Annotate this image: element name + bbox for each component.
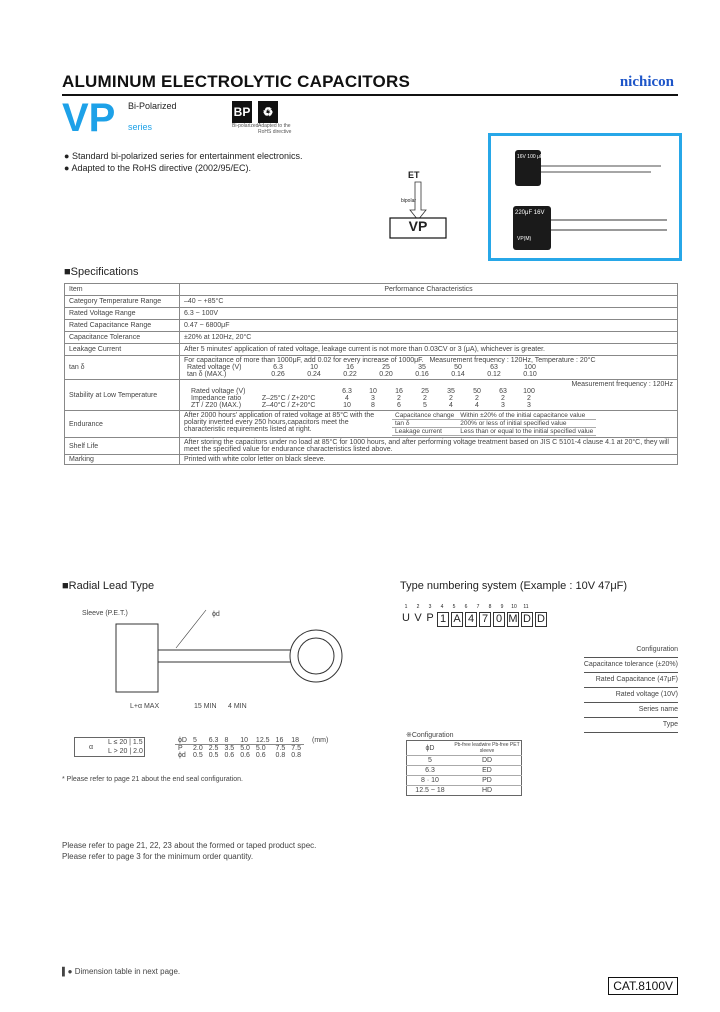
position-number: 3 (428, 604, 432, 610)
table-cell: 4 (345, 395, 349, 402)
table-row (65, 284, 678, 296)
series-descriptor: Bi-Polarized (128, 101, 177, 111)
spec-label: Capacitance Tolerance (65, 332, 180, 344)
table-cell: 100 (523, 388, 535, 395)
table-row (65, 438, 678, 455)
table-row (65, 320, 678, 332)
position-number: 10 (511, 604, 517, 610)
spec-value: For capacitance of more than 1000μF, add 0.02 for every increase of 1000μF. Measurement frequency : 120Hz, Temperature : 20°C Rated voltage (V) 6.3 10 16 25 35 50 63 100 tan δ (MAX.) 0.26 0.24 0.22 0.20 0.16 0.14 0.12 0.10 (180, 356, 678, 380)
spec-value: Measurement frequency : 120Hz Rated voltage (V) 6.3 10 16 25 35 50 63 100 Impedance ratio Z–25°C / Z+20°C 4 3 2 2 2 2 2 2 ZT / Z20 (MAX.) Z–40°C / Z+20°C 10 8 6 5 4 4 3 3 (180, 380, 678, 411)
feature-item: ● Standard bi-polarized series for entertainment electronics. (64, 151, 303, 161)
catalog-number: CAT.8100V (608, 977, 678, 995)
tand-table: Rated voltage (V) 6.3 10 16 25 35 50 63 100 tan δ (MAX.) 0.26 0.24 0.22 0.20 0.16 0.14 0.12 0.10 (184, 364, 548, 378)
specifications-heading: ■Specifications (64, 266, 139, 278)
table-cell: ϕd (178, 752, 186, 759)
table-cell: 3.5 (224, 745, 235, 752)
series-label: series (128, 122, 153, 132)
alpha-table: α L ≤ 20 | 1.5 L > 20 | 2.0 (74, 737, 145, 757)
rohs-badge (258, 101, 298, 135)
table-row (65, 411, 678, 438)
table-cell: 0.14 (451, 371, 465, 378)
table-cell: 7.5 (275, 745, 286, 752)
table-cell: 0.8 (275, 752, 286, 759)
table-cell: 2.0 (192, 745, 203, 752)
table-row (65, 380, 678, 411)
table-cell: 0.6 (255, 752, 266, 759)
table-cell: 5 (190, 737, 206, 745)
stability-table: Rated voltage (V) 6.3 10 16 25 35 50 63 100 Impedance ratio Z–25°C / Z+20°C 4 3 2 2 2 2 2 2 ZT / Z20 (MAX.) Z–40°C / Z+20°C 10 8 6 5 4 4 3 3 (188, 388, 542, 409)
table-row: Capacitance change Within ±20% of the initial capacitance value (392, 412, 596, 420)
code-character: 7 (479, 612, 491, 627)
spec-label: Leakage Current (65, 344, 180, 356)
config-table: ϕD Pb-free leadwire Pb-free PET sleeve 5 DD 6.3 ED 8 · 10 PD 12.5 ~ 18 HD (406, 740, 522, 796)
radial-note: * Please refer to page 21 about the end seal configuration. (62, 776, 243, 783)
numbering-labels (584, 643, 678, 733)
spec-value: After 5 minutes' application of rated voltage, leakage current is not more than 0.03CV or 3 (μA), whichever is greater. (180, 344, 678, 356)
spec-label: Shelf Life (65, 438, 180, 455)
code-label: Series name (584, 703, 678, 718)
pitch-label: 15 MIN (194, 703, 217, 710)
flow-arrow-label: bipolar (401, 198, 417, 204)
footer-line: Please refer to page 21, 22, 23 about the formed or taped product spec. (62, 841, 317, 850)
spec-label: Rated Capacitance Range (65, 320, 180, 332)
position-number: 4 (440, 604, 444, 610)
table-cell: 2 (397, 395, 401, 402)
table-cell: 10 (369, 388, 377, 395)
table-cell: 5.0 (255, 745, 266, 752)
spec-label: Endurance (65, 411, 180, 438)
table-cell: 63 (490, 364, 498, 371)
position-number: 6 (464, 604, 468, 610)
position-number: 9 (500, 604, 504, 610)
spec-value: Printed with white color letter on black sleeve. (180, 455, 678, 465)
table-cell: 2 (501, 395, 505, 402)
table-cell: 35 (418, 364, 426, 371)
table-cell: 2.5 (208, 745, 219, 752)
code-label: Capacitance tolerance (±20%) (584, 658, 678, 673)
flow-top: ET (408, 170, 420, 180)
spec-label: tan δ (65, 356, 180, 380)
series-code: VP (62, 96, 116, 140)
table-cell: 6.3 (273, 364, 283, 371)
table-cell: 100 (524, 364, 536, 371)
numbering-positions (401, 604, 531, 610)
position-number: 11 (523, 604, 529, 610)
bp-badge (232, 101, 258, 129)
table-row (65, 308, 678, 320)
table-cell: 7.5 (291, 745, 302, 752)
spec-value: ±20% at 120Hz, 20°C (180, 332, 678, 344)
table-header: Performance Characteristics (180, 284, 678, 296)
table-cell: 0.5 (192, 752, 203, 759)
feature-item: ● Adapted to the RoHS directive (2002/95/EC). (64, 163, 252, 173)
code-character: V (414, 612, 422, 624)
table-cell: 3 (527, 402, 531, 409)
position-number: 7 (476, 604, 480, 610)
config-title: ※Configuration (406, 732, 454, 739)
dimension-note: ▌● Dimension table in next page. (62, 967, 181, 976)
table-cell: 2 (449, 395, 453, 402)
table-cell: 6.3 (342, 388, 352, 395)
table-cell: 2 (423, 395, 427, 402)
code-character: P (426, 612, 434, 624)
table-row: Leakage current Less than or equal to the initial specified value (392, 428, 596, 436)
code-character: A (451, 612, 463, 627)
table-cell: 12.5 (253, 737, 273, 745)
numbering-code (401, 612, 547, 627)
table-cell: 6 (397, 402, 401, 409)
position-number: 5 (452, 604, 456, 610)
code-character: D (535, 612, 547, 627)
table-cell: 25 (421, 388, 429, 395)
lead-length-label: 4 MIN (228, 703, 247, 710)
bp-badge-caption: Bi-polarized (232, 123, 259, 129)
unit-label: (mm) (312, 737, 329, 744)
spec-value: After storing the capacitors under no load at 85°C for 1000 hours, and after performing voltage treatment based on JIS C 5101-4 clause 4.1 at 20°C, they will meet the specified value for endurance characteristics listed above. (180, 438, 678, 455)
numbering-heading: Type numbering system (Example : 10V 47μF) (400, 580, 628, 592)
rohs-badge-caption: Adapted to the RoHS directive (258, 123, 292, 135)
specifications-table (64, 283, 678, 465)
table-row (65, 344, 678, 356)
table-cell: 6.3 (206, 737, 222, 745)
table-row (65, 455, 678, 465)
table-cell: 35 (447, 388, 455, 395)
feature-list (64, 150, 303, 174)
code-label: Type (584, 718, 678, 733)
table-cell: 0.5 (208, 752, 219, 759)
position-number: 1 (404, 604, 408, 610)
lead-label: ϕd (212, 611, 220, 618)
code-character: D (521, 612, 533, 627)
endurance-table (392, 412, 596, 436)
spec-value: 6.3 ~ 100V (180, 308, 678, 320)
table-cell: 10 (310, 364, 318, 371)
table-cell: 10 (343, 402, 351, 409)
table-cell: 5 (423, 402, 427, 409)
footer-notes (62, 840, 316, 862)
table-cell: 50 (454, 364, 462, 371)
radial-heading: ■Radial Lead Type (62, 580, 155, 592)
table-cell: 4 (449, 402, 453, 409)
capacitor-marking: 16V 100 μF (517, 154, 543, 160)
table-cell: 0.26 (271, 371, 285, 378)
table-cell: ϕD (175, 737, 190, 745)
table-cell: 16 (395, 388, 403, 395)
spec-value: 0.47 ~ 6800μF (180, 320, 678, 332)
table-row: 12.5 ~ 18 HD (407, 786, 522, 796)
table-cell: 8 (221, 737, 237, 745)
table-cell: P (178, 745, 183, 752)
code-label: Rated Capacitance (47μF) (584, 673, 678, 688)
code-character: U (402, 612, 410, 624)
code-label: Rated voltage (10V) (584, 688, 678, 703)
position-number: 2 (416, 604, 420, 610)
table-row: tan δ 200% or less of initial specified value (392, 420, 596, 428)
table-cell: 25 (382, 364, 390, 371)
capacitor-marking: 220μF 16V (515, 210, 545, 216)
code-character: 4 (465, 612, 477, 627)
table-row (65, 356, 678, 380)
table-cell: 16 (273, 737, 289, 745)
rohs-icon: ♻ (258, 101, 278, 123)
page-title: ALUMINUM ELECTROLYTIC CAPACITORS (62, 72, 410, 91)
code-character: 1 (437, 612, 449, 627)
table-cell: 0.10 (523, 371, 537, 378)
table-cell: 8 (371, 402, 375, 409)
spec-label: Stability at Low Temperature (65, 380, 180, 411)
table-cell: 3 (371, 395, 375, 402)
table-cell: 0.22 (343, 371, 357, 378)
table-cell: 0.20 (379, 371, 393, 378)
table-cell: 0.6 (224, 752, 235, 759)
spec-value: –40 ~ +85°C (180, 296, 678, 308)
table-cell: 2 (527, 395, 531, 402)
sleeve-label: Sleeve (P.E.T.) (82, 610, 128, 617)
table-cell: 5.0 (240, 745, 250, 752)
table-cell: 63 (499, 388, 507, 395)
table-cell: 50 (473, 388, 481, 395)
capacitor-marking: VP(M) (517, 236, 532, 242)
brand-logo: nichicon (619, 74, 674, 90)
table-cell: 0.6 (240, 752, 250, 759)
spec-label: Rated Voltage Range (65, 308, 180, 320)
flow-box-label: VP (408, 218, 428, 234)
title-rule (62, 94, 678, 96)
footer-line: Please refer to page 3 for the minimum order quantity. (62, 852, 254, 861)
table-row: 5 DD (407, 756, 522, 766)
dimension-table (175, 737, 304, 759)
position-number: 8 (488, 604, 492, 610)
table-row (65, 296, 678, 308)
table-row: 8 · 10 PD (407, 776, 522, 786)
product-photo (488, 133, 682, 261)
table-header: Item (65, 284, 180, 296)
table-cell: 10 (237, 737, 253, 745)
table-row: 6.3 ED (407, 766, 522, 776)
table-cell: 3 (501, 402, 505, 409)
code-character: 0 (493, 612, 505, 627)
table-cell: 0.16 (415, 371, 429, 378)
table-cell: 4 (475, 402, 479, 409)
table-cell: 18 (288, 737, 304, 745)
table-row (65, 332, 678, 344)
spec-label: Category Temperature Range (65, 296, 180, 308)
table-cell: 0.12 (487, 371, 501, 378)
code-character: M (508, 613, 518, 625)
code-label: Configuration (584, 643, 678, 658)
spec-value: After 2000 hours' application of rated voltage at 85°C with the polarity inverted every 250 hours,capacitors meet the characteristic requirements listed at right. Capacitance change Within ±20% of the initial capacitance value tan δ 200% or less of initial specified value Leakage current Less than or equal to the initial specified value (180, 411, 678, 438)
table-cell: 2 (475, 395, 479, 402)
table-cell: 0.8 (291, 752, 302, 759)
bp-badge-symbol: BP (232, 101, 252, 123)
spec-label: Marking (65, 455, 180, 465)
table-cell: 0.24 (307, 371, 321, 378)
length-label: L+α MAX (130, 703, 160, 710)
table-cell: 16 (346, 364, 354, 371)
